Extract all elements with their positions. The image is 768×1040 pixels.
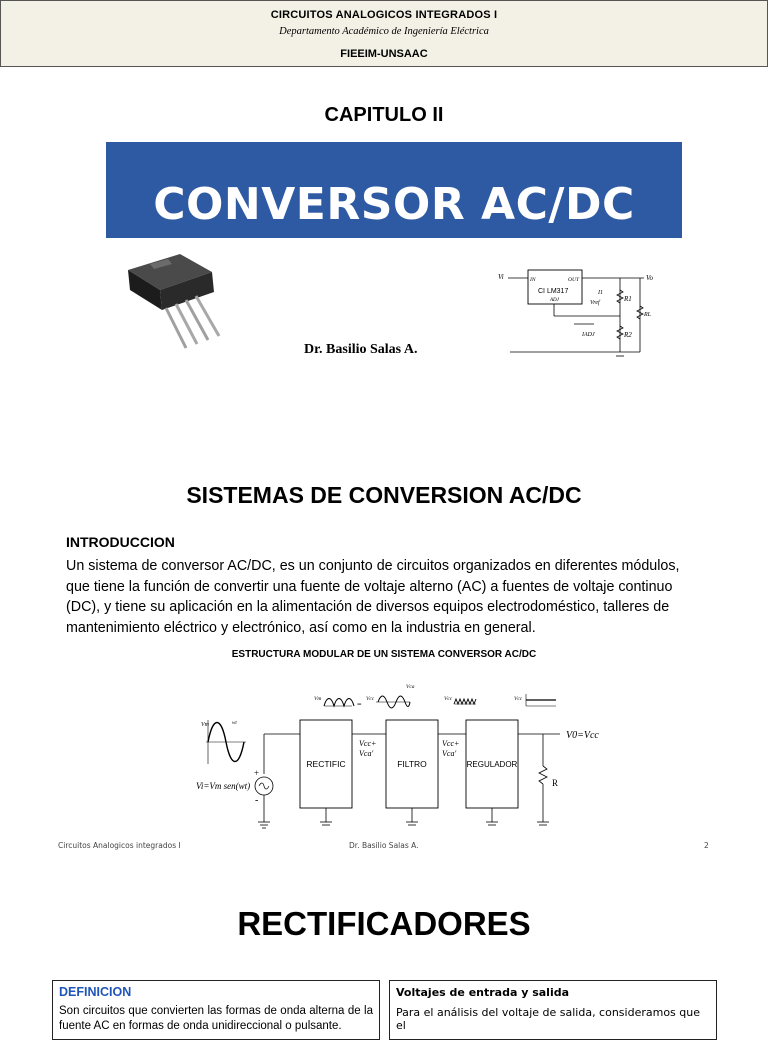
plus-sign: + <box>254 768 260 778</box>
author-name: Dr. Basilio Salas A. <box>304 342 418 357</box>
vca-label-2: Vca' <box>442 749 457 758</box>
block-filtro: FILTRO <box>397 759 427 769</box>
wave-vcc3-label: Vcc <box>514 696 523 702</box>
intro-paragraph <box>66 556 706 638</box>
wave-vcc-label: Vcc <box>366 696 375 702</box>
wave-vcc2-label: Vcc <box>444 696 453 702</box>
definition-heading: DEFINICION <box>59 985 132 999</box>
intro-line: (DC), y tiene su aplicación en la alimentación de diversos equipos electrodoméstico, talleres de <box>66 599 670 615</box>
voltages-box <box>389 980 717 1040</box>
rectificadores-title: RECTIFICADORES <box>237 905 531 942</box>
block-rectific: RECTIFIC <box>306 759 346 769</box>
voltages-text: Para el análisis del voltaje de salida, consideramos que el <box>396 1006 701 1032</box>
footer-course: Circuitos Analogicos integrados I <box>58 841 181 850</box>
chapter-title: CAPITULO II <box>324 104 444 126</box>
source-label: Vi=Vm sen(wt) <box>196 781 251 791</box>
vo-label: Vo <box>646 274 653 282</box>
vm-label: Vm <box>201 722 209 728</box>
lm317-circuit <box>494 264 664 358</box>
r2-label: R2 <box>624 331 632 339</box>
footer-author: Dr. Basilio Salas A. <box>349 841 419 850</box>
intro-line: que tiene la función de convertir una fuente de voltaje alterno (AC) a fuentes de voltaje continuo <box>66 578 673 595</box>
bridge-rectifier-image <box>120 252 230 352</box>
minus-sign: - <box>255 795 259 806</box>
footer-page-number: 2 <box>704 841 709 850</box>
block-regulador: REGULADOR <box>466 760 518 769</box>
chapter-banner: CONVERSOR AC/DC <box>106 142 682 238</box>
voltages-heading: Voltajes de entrada y salida <box>396 986 570 999</box>
intro-line: mantenimiento eléctrico y electrónico, así como en la industria en general. <box>66 619 536 636</box>
wave-vca-label: Vca <box>406 684 415 690</box>
definition-text: Son circuitos que convierten las formas de onda alterna de la fuente AC en formas de onda unidireccional o pulsante. <box>59 1005 373 1032</box>
equals-sign: = <box>357 700 362 709</box>
i1-label: I1 <box>598 290 603 296</box>
institution-name: FIEEIM-UNSAAC <box>340 48 428 60</box>
r1-label: R1 <box>624 295 632 303</box>
wt-label: wt <box>232 721 237 726</box>
load-r-label: R <box>552 778 559 788</box>
definition-box <box>52 980 380 1040</box>
out-label: OUT <box>568 277 580 283</box>
ic-label: CI LM317 <box>538 288 569 295</box>
iadj-label: IADJ <box>582 332 595 338</box>
vcc-vca-label-1: Vcc+ <box>359 739 377 748</box>
diagram-caption: ESTRUCTURA MODULAR DE UN SISTEMA CONVERSOR AC/DC <box>231 649 537 660</box>
course-title: CIRCUITOS ANALOGICOS INTEGRADOS I <box>270 9 498 21</box>
page-header <box>0 0 768 67</box>
rl-label: RL <box>644 312 652 318</box>
vcc-vca-label-2: Vcc+ <box>442 739 460 748</box>
intro-line: Un sistema de conversor AC/DC, es un conjunto de circuitos organizados en diferentes módulos, <box>66 558 680 574</box>
wave-vm-label: Vm <box>314 696 322 702</box>
in-label: IN <box>530 277 536 283</box>
intro-heading: INTRODUCCION <box>66 534 175 550</box>
department-name: Departamento Académico de Ingeniería Eléctrica <box>279 26 489 37</box>
vi-label: Vi <box>498 273 504 281</box>
vca-label-1: Vca' <box>359 749 374 758</box>
section-title: SISTEMAS DE CONVERSION AC/DC <box>186 482 582 508</box>
modular-block-diagram <box>196 676 616 836</box>
vo-output-label: V0=Vcc <box>566 730 599 741</box>
adj-label: ADJ <box>550 298 559 303</box>
vref-label: Vref <box>590 300 600 306</box>
